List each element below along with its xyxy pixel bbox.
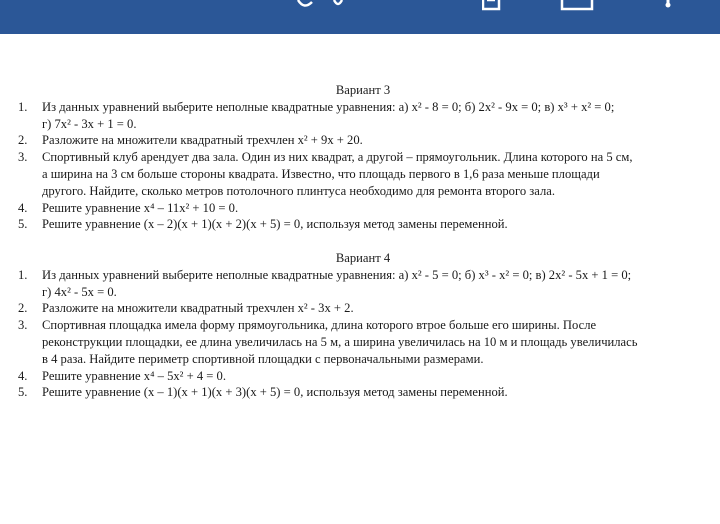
app-toolbar <box>0 0 720 34</box>
task-item: 2. Разложите на множители квадратный трехчлен x² - 3x + 2. <box>18 301 354 316</box>
task-item: 2. Разложите на множители квадратный трехчлен x² + 9x + 20. <box>18 133 363 148</box>
variant-title: Вариант 4 <box>335 251 391 265</box>
variant-3 <box>18 82 708 233</box>
task-item: 3. Спортивная площадка имела форму прямоугольника, длина которого втрое больше его ширины. После реконструкции площадки, ее длина увеличилась на 5 м, а ширина увеличилась на 10 м и площадь увеличилась в 4 раза. Найдите периметр спортивной площадки с первоначальными размерами. <box>18 318 638 366</box>
task-list <box>18 267 708 401</box>
document-page <box>0 34 720 524</box>
task-item: 4. Решите уравнение x⁴ – 5x² + 4 = 0. <box>18 368 226 383</box>
task-item: 1. Из данных уравнений выберите неполные квадратные уравнения: а) x² - 8 = 0; б) 2x² - 9x = 0; в) x³ + x² = 0; г) 7x² - 3x + 1 = 0. <box>18 99 615 131</box>
task-list <box>18 99 708 233</box>
task-item: 5. Решите уравнение (x – 1)(x + 1)(x + 3)(x + 5) = 0, используя метод замены переменной. <box>18 385 508 400</box>
task-item: 3. Спортивный клуб арендует два зала. Один из них квадрат, а другой – прямоугольник. Длина которого на 5 см, а ширина на 3 см больше стороны квадрата. Известно, что площадь первого в 1,6 раза меньше площади другого. Найдите, сколько метров потолочного плинтуса необходимо для ремонта второго зала. <box>18 150 633 198</box>
variant-4 <box>18 250 708 401</box>
task-item: 4. Решите уравнение x⁴ – 11x² + 10 = 0. <box>18 200 239 215</box>
microphone-icon[interactable] <box>660 0 676 12</box>
task-item: 5. Решите уравнение (x – 2)(x + 1)(x + 2)(x + 5) = 0, используя метод замены переменной. <box>18 217 508 232</box>
shape-icon[interactable] <box>560 0 596 12</box>
text-box-icon[interactable] <box>482 0 502 12</box>
variant-title: Вариант 3 <box>335 83 391 97</box>
task-item: 1. Из данных уравнений выберите неполные квадратные уравнения: а) x² - 5 = 0; б) x³ - x² = 0; в) 2x² - 5x + 1 = 0; г) 4x² - 5x = 0. <box>18 267 632 299</box>
draw-icon[interactable] <box>290 0 350 14</box>
